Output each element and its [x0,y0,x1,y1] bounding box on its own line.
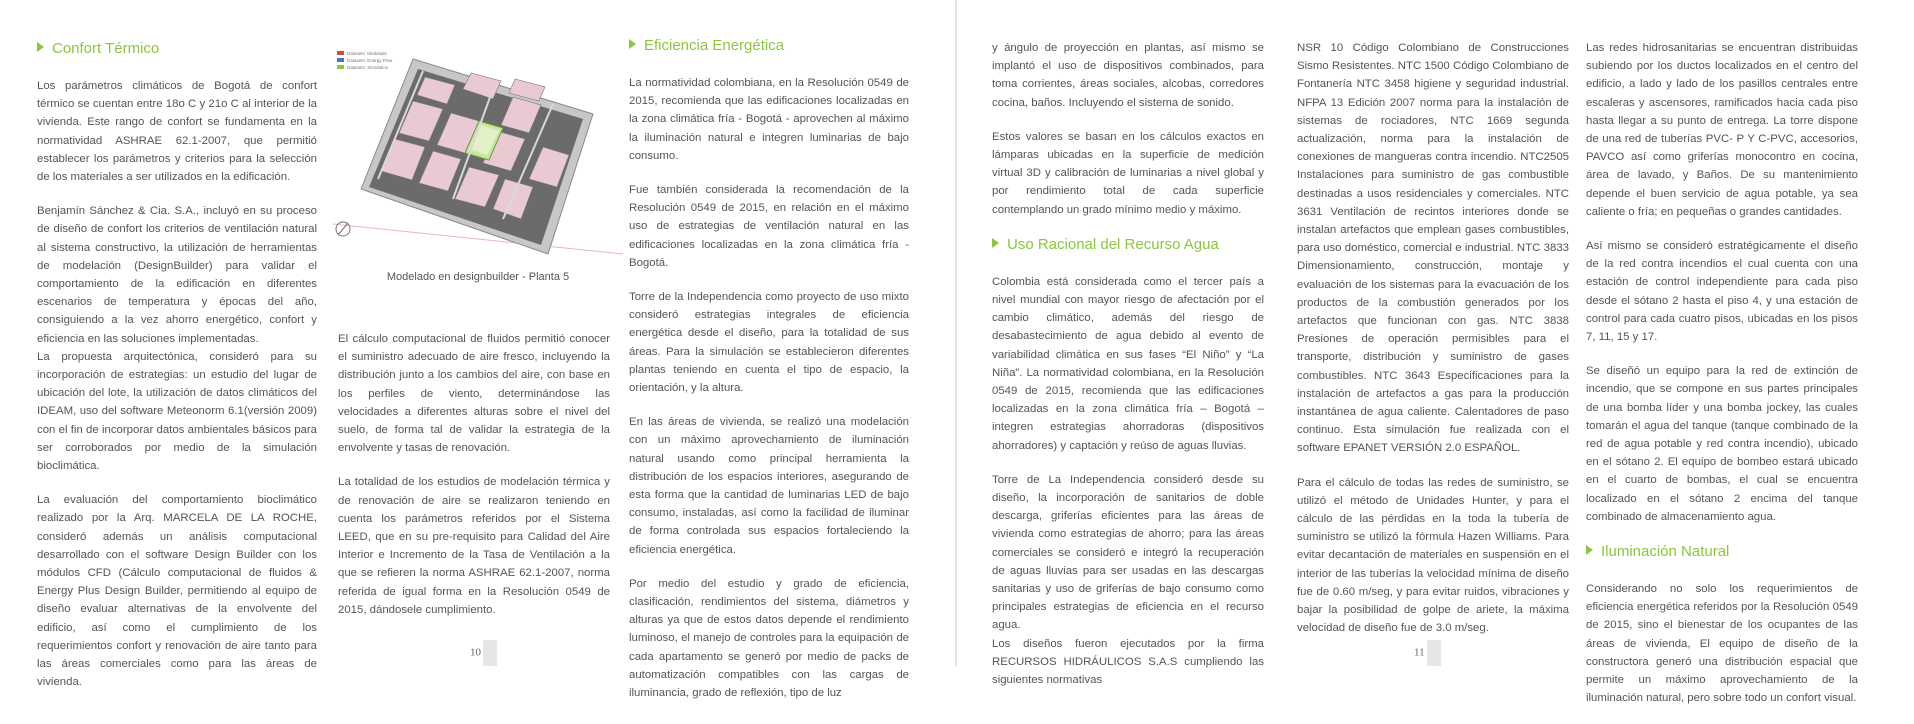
page-ornament-icon [1427,640,1441,666]
paragraph: Estos valores se basan en los cálculos exactos en lámparas ubicadas en la superficie de medición virtual 3D y calibración de luminarias a nivel global y por rendimiento total de cada superficie contemplando un grado mínimo medio y máximo. [992,130,1264,216]
paragraph: La propuesta arquitectónica, consideró para su incorporación de estrategias: un estudio del lugar de ubicación del lote, la utilización de datos climáticos del IDEAM, uso del software Meteonorm 6.1(versión 2009) con el fin de incorporar datos ambientales básicos para ser corroborados por medio de la simulación bioclimática. [37,350,317,473]
figure-legend-item: Datasets: Modelado [347,51,388,56]
paragraph: En las áreas de vivienda, se realizó una modelación con un máximo aprovechamiento de iluminación natural usando como principal herramienta la distribución de los espacios interiores, asegurando de esta forma que la cantidad de luminarias LED de bajo consumo, instaladas, así como la facilidad de iluminar de forma controlada sus espacios fortaleciendo la eficiencia energética. [629,416,909,556]
paragraph: La normatividad colombiana, en la Resolución 0549 de 2015, recomienda que las edificaciones localizadas en la zona climática fría - Bogotá - aprovechen al máximo la iluminación natural e integren luminarias de bajo consumo. [629,77,909,162]
figure-legend-item: Datasets: Energy Flow [347,58,393,63]
column-agua [992,39,1264,705]
paragraph: Fue también considerada la recomendación de la Resolución 0549 de 2015, en relación en el máximo uso de estrategias de ventilación natural en las edificaciones localizadas en la zona climática fría - Bogotá. [629,184,909,269]
figure-caption: Modelado en designbuilder - Planta 5 [386,271,570,283]
paragraph: La evaluación del comportamiento bioclimático realizado por la Arq. MARCELA DE LA ROCHE, consideró además un análisis computacional desarrollado con el software Design Builder con los módulos CFD (Cálculo computacional de fluidos & Energy Plus Design Builder, permitiendo al equipo de diseño evaluar alternativas de la envolvente del edificio, así como el cumplimiento de los requerimientos confort y renovación de aire tanto para las áreas comerciales como para las áreas de vivienda. [37,494,317,689]
triangle-bullet-icon [37,42,44,52]
paragraph: Colombia está considerada como el tercer país a nivel mundial con mayor riesgo de afectación por el cambio climático, además del riesgo de desabastecimiento de agua debido al evento de variabilidad climática en sus fases “El Niño” y “La Niña”. La normatividad colombiana, en la Resolución 0549 de 2015, recomienda que las edificaciones localizadas en la zona climática fría – Bogotá – integren estrategias ahorradoras (dispositivos ahorradores) y captación y reúso de aguas lluvias. [992,275,1264,452]
column-eficiencia [629,36,909,718]
right-page [957,0,1914,705]
column-confort [37,39,317,708]
triangle-bullet-icon [992,238,999,248]
paragraph: NSR 10 Código Colombiano de Construcciones Sismo Resistentes. NTC 1500 Código Colombiano de Fontanería NTC 3458 higiene y seguridad industrial. NFPA 13 Edición 2007 norma para la instalación de sistemas de rociadores, NTC 1669 segunda actualización, norma para la instalación de conexiones de mangueras contra incendio. NTC2505 Instalaciones para suministro de gas combustible destinadas a usos residenciales y comerciales. NTC 3631 Ventilación de recintos interiores donde se instalan artefactos que emplean gases combustibles, para uso doméstico, comercial e industrial. NTC 3833 Dimensionamiento, construcción, montaje y evaluación de los sistemas para la evacuación de los productos de la combustión generados por los artefactos que funcionan con gas. NTC 3838 Presiones de operación permisibles para el transporte, distribución y suministro de gases combustibles. NTC 3643 Especificaciones para la instalación de artefactos a gas para la producción instantánea de agua caliente. Calentadores de paso continuo. Esta simulación fue realizada con el software EPANET VERSIÓN 2.0 ESPAÑOL. [1297,42,1569,455]
figure-legend-item: Datasets: Simulation [347,65,389,70]
triangle-bullet-icon [629,39,636,49]
column-normativas [1297,39,1569,654]
paragraph: Torre de La Independencia consideró desde su diseño, la incorporación de sanitarios de doble descarga, griferías eficientes para las áreas de vivienda como estrategias de ahorro; para las áreas comerciales se consideró e integró la recuperación de aguas lluvias para ser usadas en las descargas sanitarias y uso de griferías de bajo consumo como principales estrategias de eficiencia en el recurso agua. [992,473,1264,632]
triangle-bullet-icon [1586,545,1593,555]
heading-confort-termico: Confort Térmico [37,39,317,59]
isometric-floor-plan-image [333,49,623,255]
paragraph: Los diseños fueron ejecutados por la firma RECURSOS HIDRÁULICOS S.A.S cumpliendo las siguientes normativas [992,637,1264,687]
paragraph: Los parámetros climáticos de Bogotá de confort térmico se cuentan entre 18o C y 21o C al interior de la vivienda. Este rango de confort se fundamenta en la normatividad ASHRAE 62.1-2007, que permitió establecer los parámetros y criterios para la selección de los materiales a ser utilizados en la edificación. [37,80,317,184]
left-page [0,0,957,700]
heading-iluminacion-natural: Iluminación Natural [1586,542,1858,562]
paragraph: Torre de la Independencia como proyecto de uso mixto consideró estrategias integrales de eficiencia energética desde el diseño, para la totalidad de sus áreas. Para la simulación se establecieron diferentes plantas teniendo en cuenta el tipo de espacio, la orientación, y la altura. [629,291,909,395]
paragraph: y ángulo de proyección en plantas, así mismo se implantó el uso de dispositivos combinados, para toma corrientes, áreas sociales, alcobas, corredores cocina, baños. Incluyendo el sistema de sonido. [992,42,1264,109]
paragraph: Así mismo se consideró estratégicamente el diseño de la red contra incendios el cual cuenta con una estación de control independiente para cada piso desde el sótano 2 hasta el piso 4, y una estación de control para cada cuatro pisos, ubicadas en los pisos 7, 11, 15 y 17. [1586,240,1858,344]
page-number: 11 [1414,640,1441,666]
paragraph: Para el cálculo de todas las redes de suministro, se utilizó el método de Unidades Hunter, y para el cálculo de las pérdidas en la toda la tubería de suministro se utilizó la fórmula Hazen Williams. Para evitar decantación de materiales en suspensión en el interior de las tuberías la velocidad mínima de diseño fue de 0.60 m/seg, y para evitar ruidos, vibraciones y bajar la posibilidad de golpe de ariete, la máxima velocidad de diseño fue de 3.0 m/seg. [1297,476,1569,635]
paragraph: El cálculo computacional de fluidos permitió conocer el suministro adecuado de aire fresco, incluyendo la distribución junto a los cambios del aire, con base en los perfiles de viento, determinándose las velocidades a diferentes alturas sobre el nivel del suelo, de forma tal de validar la estrategia de la envolvente y tasas de renovación. [338,333,610,455]
paragraph: Las redes hidrosanitarias se encuentran distribuidas subiendo por los ductos localizados en el centro del edificio, a lado y lado de los pasillos centrales entre escaleras y ascensores, ramificados hacia cada piso hasta llegar a su punto de entrega. La torre dispone de una red de tuberías PVC- P Y C-PVC, accesorios, PAVCO así como griferías monocontro en cocina, área de lavado, y Baños. De su mantenimiento depende el buen servicio de agua potable, ya sea caliente o fría; en pequeñas o grandes cantidades. [1586,42,1858,218]
page-ornament-icon [483,640,497,666]
paragraph: Se diseñó un equipo para la red de extinción de incendio, que se compone en sus partes principales de una bomba líder y una bomba jockey, las cuales tomarán el agua del tanque (tanque combinado de la red de agua potable y red contra incendio), ubicado en el sótano 2. El equipo de bombeo estará ubicado en el cuarto de bombas, el cual se encuentra localizado en el sótano 2 encima del tanque combinado de almacenamiento agua. [1586,365,1858,523]
heading-uso-racional-agua: Uso Racional del Recurso Agua [992,235,1264,255]
paragraph: Benjamín Sánchez & Cia. S.A., incluyó en su proceso de diseño de confort los criterios de ventilación natural al sistema constructivo, la utilización de herramientas de modelación (DesignBuilder) para validar el comportamiento de la edificación en diferentes escenarios de temperatura y épocas del año, consiguiendo a la vez ahorro energético, confort y eficiencia en las soluciones implementadas. [37,205,317,345]
column-iluminacion [1586,39,1858,724]
heading-eficiencia-energetica: Eficiencia Energética [629,36,909,56]
designbuilder-model-figure [333,49,623,255]
paragraph: Por medio del estudio y grado de eficiencia, clasificación, rendimientos del sistema, diámetros y alturas ya que de estos datos depende el rendimiento luminoso, el manejo de controles para la equipación de cada apartamento se generó por medio de packs de automatización compatibles con las cargas de iluminancia, grado de reflexión, tipo de luz [629,577,909,700]
column-fluids [338,330,610,635]
paragraph: Considerando no solo los requerimientos de eficiencia energética referidos por la Resolución 0549 de 2015, sino el bienestar de los ocupantes de las áreas de vivienda, El equipo de diseño de la constructora generó una distribución espacial que permite un máximo aprovechamiento de la iluminación natural, pero sobre todo un confort visual. [1586,583,1858,705]
paragraph: La totalidad de los estudios de modelación térmica y de renovación de aire se realizaron teniendo en cuenta los parámetros referidos por el Sistema LEED, que en su pre-requisito para Calidad del Aire Interior e Incremento de la Tasa de Ventilación a la que se refieren la norma ASHRAE 62.1-2007, norma referida de igual forma en la Resolución 0549 de 2015, dándosele cumplimiento. [338,476,610,616]
page-number: 10 [470,640,497,666]
